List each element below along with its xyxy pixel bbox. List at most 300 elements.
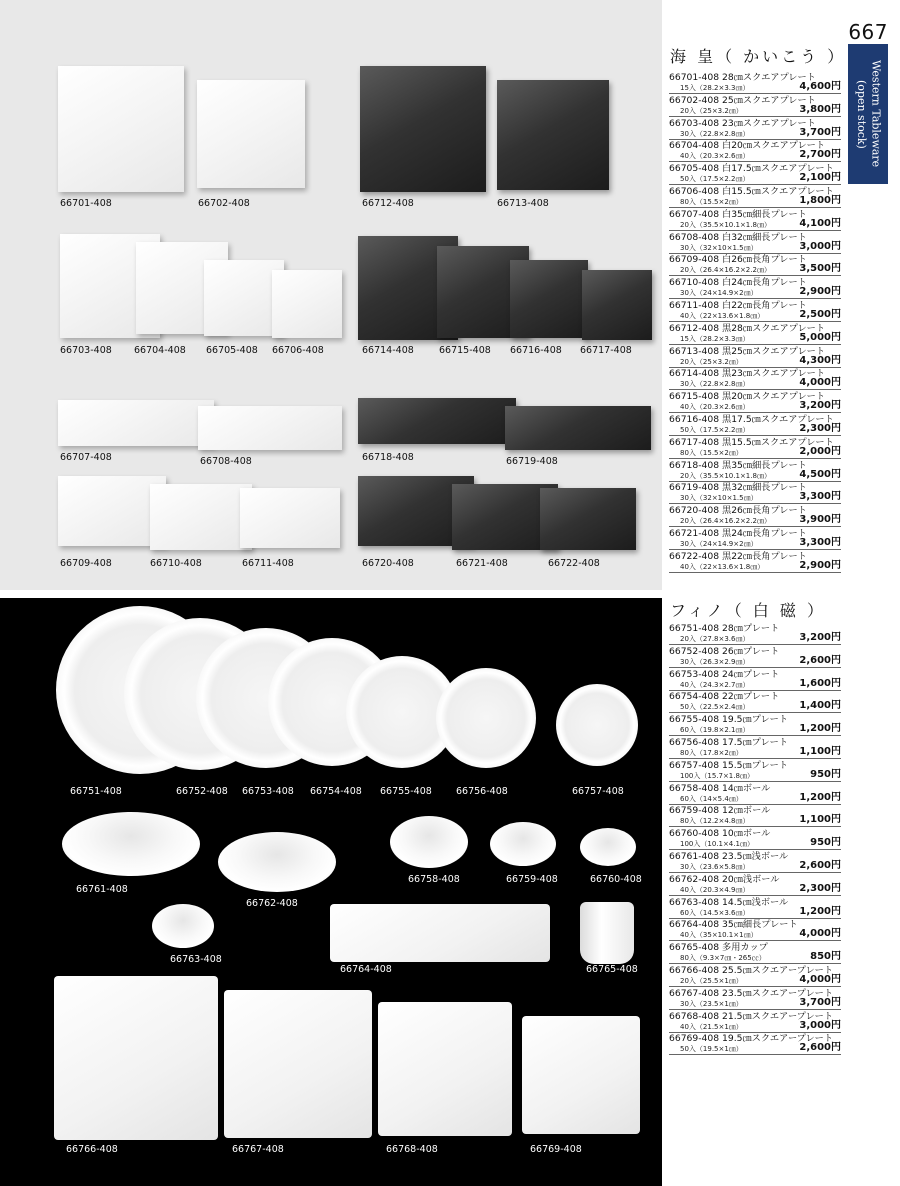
price-list-item (669, 623, 841, 645)
item-price: 1,200円 (799, 723, 841, 735)
price-list-item (669, 919, 841, 941)
item-price: 3,900円 (799, 514, 841, 526)
photo-label: 66713-408 (497, 198, 549, 209)
item-price: 4,100円 (799, 217, 841, 229)
item-name: 黒24㎝長角プレート (722, 528, 807, 539)
item-name: 23㎝スクエアプレート (722, 117, 816, 129)
item-divider (669, 572, 841, 573)
item-spec: 40入（20.3×2.6㎝） (680, 403, 750, 412)
item-code-name (669, 874, 779, 885)
product-photo-66756 (436, 668, 536, 768)
item-name: 21.5㎝スクエアープレート (722, 1010, 834, 1022)
series-title-fino: フィノ（ 白 磁 ） (670, 601, 826, 620)
product-photo-66767 (224, 990, 372, 1138)
item-spec: 20入（35.5×10.1×1.8㎝） (680, 471, 771, 480)
item-spec: 80入（15.5×2㎝） (680, 198, 743, 206)
product-photo-66761 (62, 812, 200, 876)
item-spec: 60入（14.5×3.6㎝） (680, 908, 750, 917)
item-code-name (669, 919, 798, 930)
item-spec: 20入（27.8×3.6㎝） (680, 635, 750, 643)
item-code-name (669, 714, 788, 725)
photo-label: 66751-408 (70, 786, 122, 797)
photo-label: 66715-408 (439, 345, 491, 356)
item-name: 24㎝プレート (722, 668, 780, 680)
item-price: 2,300円 (799, 882, 841, 894)
photo-label: 66766-408 (66, 1144, 118, 1155)
item-code: 66707-408 (669, 208, 720, 220)
item-name: 白15.5㎝スクエアプレート (722, 186, 834, 197)
price-list-item (669, 874, 841, 896)
product-photo-66764 (330, 904, 550, 962)
item-name: 19.5㎝スクエアープレート (722, 1033, 834, 1045)
item-price: 4,300円 (799, 354, 841, 366)
series-title-kaiko: 海 皇（ かいこう ） (670, 47, 847, 66)
item-spec: 40入（24.3×2.7㎝） (680, 680, 750, 689)
product-photo-66757 (556, 684, 638, 766)
item-code-name (669, 300, 807, 311)
item-spec: 100入（10.1×4.1㎝） (680, 840, 754, 849)
price-list-item (669, 551, 841, 573)
item-code-name (669, 737, 788, 748)
photo-label: 66705-408 (206, 345, 258, 356)
item-price: 2,900円 (799, 286, 841, 298)
photo-label: 66714-408 (362, 345, 414, 356)
item-code: 66702-408 (669, 94, 720, 106)
item-code: 66717-408 (669, 436, 720, 448)
product-photo-66763 (152, 904, 214, 948)
item-spec: 20入（35.5×10.1×1.8㎝） (680, 220, 771, 229)
item-code-name (669, 897, 788, 908)
price-list-item (669, 691, 841, 713)
item-price: 3,300円 (799, 537, 841, 548)
item-code: 66715-408 (669, 391, 720, 403)
price-list-item (669, 186, 841, 208)
item-code: 66759-408 (669, 805, 720, 817)
item-code: 66757-408 (669, 759, 720, 771)
product-photo-66708 (198, 406, 342, 450)
item-code: 66763-408 (669, 896, 720, 908)
item-code: 66769-408 (669, 1033, 720, 1045)
item-code-name (669, 783, 770, 794)
item-price: 3,200円 (799, 400, 841, 412)
item-price: 1,100円 (799, 814, 841, 826)
item-code: 66722-408 (669, 550, 720, 562)
product-photo-66762 (218, 832, 336, 892)
item-name: 白22㎝長角プレート (722, 300, 807, 311)
item-code-name (669, 482, 807, 493)
product-photo-66718 (358, 398, 516, 444)
price-list-item (669, 505, 841, 527)
item-price: 3,800円 (799, 103, 841, 115)
item-price: 3,300円 (799, 491, 841, 503)
photo-label: 66707-408 (60, 452, 112, 463)
product-photo-66706 (272, 270, 342, 338)
item-name: 23.5㎝スクエアープレート (722, 987, 834, 999)
item-name: 黒25㎝スクエアプレート (722, 345, 826, 357)
product-photo-66759 (490, 822, 556, 866)
photo-label: 66769-408 (530, 1144, 582, 1155)
item-code: 66756-408 (669, 737, 720, 748)
item-code: 66754-408 (669, 691, 720, 703)
item-price: 1,200円 (799, 791, 841, 803)
product-photo-66716 (510, 260, 588, 338)
photo-label: 66716-408 (510, 345, 562, 356)
item-price: 1,200円 (799, 905, 841, 917)
photo-label: 66757-408 (572, 786, 624, 797)
item-spec: 60入（14×5.4㎝） (680, 794, 743, 803)
photo-label: 66721-408 (456, 558, 508, 569)
photo-label: 66758-408 (408, 874, 460, 885)
item-price: 2,300円 (799, 423, 841, 434)
item-spec: 30入（32×10×1.5㎝） (680, 494, 758, 503)
category-tab-label: Western Tableware (open stock) (855, 60, 883, 168)
item-name: 黒22㎝長角プレート (722, 550, 807, 562)
item-code: 66751-408 (669, 623, 720, 634)
item-name: 26㎝プレート (722, 645, 780, 657)
item-spec: 40入（35×10.1×1㎝） (680, 931, 758, 940)
photo-label: 66709-408 (60, 558, 112, 569)
item-code: 66758-408 (669, 782, 720, 794)
item-price: 3,700円 (799, 996, 841, 1008)
item-name: 黒26㎝長角プレート (722, 505, 807, 517)
item-spec: 30入（23.5×1㎝） (680, 999, 743, 1008)
item-price: 4,600円 (799, 81, 841, 92)
item-name: 25.5㎝スクエアープレート (722, 965, 834, 976)
photo-label: 66759-408 (506, 874, 558, 885)
item-code-name (669, 209, 807, 220)
item-name: 白20㎝スクエアプレート (722, 140, 826, 152)
price-list-item (669, 323, 841, 345)
price-list-item (669, 437, 841, 459)
price-list-item (669, 118, 841, 140)
price-list-item (669, 669, 841, 691)
product-photo-66760 (580, 828, 636, 866)
photo-label: 66767-408 (232, 1144, 284, 1155)
photo-label: 66702-408 (198, 198, 250, 209)
price-list-item (669, 232, 841, 254)
item-code: 66709-408 (669, 254, 720, 266)
photo-label: 66764-408 (340, 964, 392, 975)
price-list-item (669, 1011, 841, 1033)
photo-label: 66720-408 (362, 558, 414, 569)
item-price: 3,700円 (799, 126, 841, 138)
product-photo-66768 (378, 1002, 512, 1136)
price-list-item (669, 851, 841, 873)
item-code-name (669, 646, 779, 657)
item-price: 2,600円 (799, 1042, 841, 1054)
price-list-item (669, 460, 841, 482)
item-code-name (669, 942, 768, 953)
item-code: 66713-408 (669, 345, 720, 357)
photo-label: 66719-408 (506, 456, 558, 467)
price-list-item (669, 528, 841, 550)
photo-label: 66710-408 (150, 558, 202, 569)
product-photo-66713 (497, 80, 609, 190)
item-spec: 30入（22.8×2.8㎝） (680, 380, 750, 389)
item-code: 66704-408 (669, 140, 720, 152)
item-code: 66711-408 (669, 300, 720, 311)
item-spec: 50入（19.5×1㎝） (680, 1045, 743, 1054)
item-code-name (669, 72, 816, 83)
item-price: 2,100円 (799, 172, 841, 184)
category-tab (848, 44, 888, 184)
product-photo-66710 (150, 484, 252, 550)
price-list-item (669, 209, 841, 231)
item-name: 黒15.5㎝スクエアプレート (722, 436, 834, 448)
price-list-item (669, 737, 841, 759)
photo-label: 66706-408 (272, 345, 324, 356)
photo-label: 66722-408 (548, 558, 600, 569)
item-spec: 80入（9.3×7㎝・265㏄） (680, 954, 766, 963)
item-spec: 30入（24×14.9×2㎝） (680, 289, 758, 298)
price-list-item (669, 163, 841, 185)
photo-label: 66708-408 (200, 456, 252, 467)
item-code: 66719-408 (669, 482, 720, 494)
photo-label: 66701-408 (60, 198, 112, 209)
price-list-item (669, 254, 841, 276)
page-number: 667 (848, 20, 888, 44)
item-name: 35㎝細長プレート (722, 919, 798, 931)
item-code-name (669, 691, 779, 702)
item-price: 5,000円 (799, 331, 841, 343)
item-name: 14.5㎝浅ボール (722, 896, 789, 908)
item-price: 2,600円 (799, 860, 841, 871)
item-code-name (669, 669, 779, 680)
item-code-name (669, 623, 779, 634)
item-name: 28㎝スクエアプレート (722, 72, 816, 83)
item-code-name (669, 851, 788, 862)
photo-label: 66753-408 (242, 786, 294, 797)
item-price: 3,500円 (799, 263, 841, 275)
price-list-item (669, 760, 841, 782)
photo-label: 66711-408 (242, 558, 294, 569)
item-spec: 20入（26.4×16.2×2.2㎝） (680, 266, 771, 275)
product-photo-66707 (58, 400, 214, 446)
item-price: 2,600円 (799, 654, 841, 666)
item-name: 黒28㎝スクエアプレート (722, 322, 826, 334)
price-list-item (669, 414, 841, 436)
item-code: 66721-408 (669, 528, 720, 539)
product-photo-66766 (54, 976, 218, 1140)
item-code: 66712-408 (669, 322, 720, 334)
item-name: 17.5㎝プレート (722, 737, 789, 748)
product-photo-66719 (505, 406, 651, 450)
item-spec: 50入（17.5×2.2㎝） (680, 426, 750, 434)
photo-label: 66704-408 (134, 345, 186, 356)
price-list-item (669, 300, 841, 322)
price-list-item (669, 646, 841, 668)
item-spec: 30入（26.3×2.9㎝） (680, 657, 750, 666)
price-list-item (669, 714, 841, 736)
item-spec: 80入（12.2×4.8㎝） (680, 817, 750, 826)
item-spec: 80入（15.5×2㎝） (680, 448, 743, 457)
photo-label: 66768-408 (386, 1144, 438, 1155)
item-name: 白26㎝長角プレート (722, 254, 807, 266)
item-code: 66760-408 (669, 828, 720, 840)
photo-label: 66717-408 (580, 345, 632, 356)
item-name: 黒32㎝細長プレート (722, 482, 807, 494)
item-spec: 15入（28.2×3.3㎝） (680, 84, 750, 92)
item-name: 黒23㎝スクエアプレート (722, 368, 826, 380)
product-photo-66712 (360, 66, 486, 192)
item-code-name (669, 95, 816, 106)
item-code: 66714-408 (669, 368, 720, 380)
item-code-name (669, 760, 788, 771)
product-photo-66765 (580, 902, 634, 964)
item-name: 25㎝スクエアプレート (722, 94, 816, 106)
item-price: 1,100円 (799, 746, 841, 757)
item-spec: 20入（26.4×16.2×2.2㎝） (680, 517, 771, 526)
item-name: 黒17.5㎝スクエアプレート (722, 414, 834, 425)
item-price: 4,000円 (799, 974, 841, 985)
item-code-name (669, 277, 807, 288)
product-photo-66702 (197, 80, 305, 188)
item-code: 66710-408 (669, 277, 720, 289)
price-list-item (669, 72, 841, 94)
photo-label: 66765-408 (586, 964, 638, 975)
product-photo-66722 (540, 488, 636, 550)
item-code: 66765-408 (669, 942, 720, 954)
item-code: 66761-408 (669, 851, 720, 862)
product-photo-66758 (390, 816, 468, 868)
item-name: 黒35㎝細長プレート (722, 459, 807, 471)
item-name: 黒20㎝スクエアプレート (722, 391, 826, 403)
price-list-item (669, 482, 841, 504)
item-code-name (669, 828, 770, 839)
item-name: 28㎝プレート (722, 623, 780, 634)
photo-label: 66761-408 (76, 884, 128, 895)
item-code: 66764-408 (669, 919, 720, 931)
item-code-name (669, 232, 807, 243)
item-code: 66720-408 (669, 505, 720, 517)
price-list-item (669, 988, 841, 1010)
item-code: 66767-408 (669, 987, 720, 999)
photo-label: 66755-408 (380, 786, 432, 797)
item-price: 4,000円 (799, 928, 841, 940)
price-list-item (669, 140, 841, 162)
photo-label: 66718-408 (362, 452, 414, 463)
item-name: 多用カップ (722, 942, 768, 954)
item-spec: 20入（25.5×1㎝） (680, 977, 743, 985)
item-code: 66716-408 (669, 414, 720, 425)
price-list-item (669, 391, 841, 413)
item-spec: 20入（25×3.2㎝） (680, 106, 743, 115)
item-code: 66703-408 (669, 117, 720, 129)
kaiko-photo-panel (0, 0, 662, 590)
item-code-name (669, 254, 807, 265)
item-spec: 60入（19.8×2.1㎝） (680, 726, 750, 735)
item-price: 2,500円 (799, 309, 841, 320)
item-name: 20㎝浅ボール (722, 873, 780, 885)
item-code: 66753-408 (669, 668, 720, 680)
item-price: 2,000円 (799, 445, 841, 457)
price-list-item (669, 805, 841, 827)
item-price: 950円 (810, 837, 841, 849)
item-price: 1,800円 (799, 195, 841, 206)
item-name: 22㎝プレート (722, 691, 780, 703)
item-price: 3,000円 (799, 1019, 841, 1031)
item-spec: 15入（28.2×3.3㎝） (680, 334, 750, 343)
item-name: 白17.5㎝スクエアプレート (722, 163, 834, 175)
price-list-item (669, 897, 841, 919)
price-list-item (669, 942, 841, 964)
item-spec: 30入（32×10×1.5㎝） (680, 243, 758, 252)
price-list-item (669, 965, 841, 987)
price-list-item (669, 368, 841, 390)
item-spec: 100入（15.7×1.8㎝） (680, 771, 754, 780)
item-spec: 30入（24×14.9×2㎝） (680, 540, 758, 548)
item-code: 66718-408 (669, 459, 720, 471)
item-name: 15.5㎝プレート (722, 759, 789, 771)
item-name: 12㎝ボール (722, 805, 771, 817)
item-code: 66762-408 (669, 873, 720, 885)
product-photo-66769 (522, 1016, 640, 1134)
photo-label: 66712-408 (362, 198, 414, 209)
item-name: 19.5㎝プレート (722, 714, 789, 726)
item-name: 23.5㎝浅ボール (722, 851, 789, 862)
item-code: 66766-408 (669, 965, 720, 976)
item-spec: 40入（22×13.6×1.8㎝） (680, 312, 765, 320)
price-list-item (669, 346, 841, 368)
product-photo-66717 (582, 270, 652, 340)
item-price: 850円 (810, 951, 841, 963)
photo-label: 66756-408 (456, 786, 508, 797)
item-divider (669, 1054, 841, 1055)
photo-label: 66760-408 (590, 874, 642, 885)
item-code: 66706-408 (669, 186, 720, 197)
item-price: 3,200円 (799, 632, 841, 643)
item-price: 3,000円 (799, 240, 841, 252)
item-spec: 50入（17.5×2.2㎝） (680, 175, 750, 184)
item-price: 1,600円 (799, 677, 841, 689)
price-list-item (669, 828, 841, 850)
price-list-item (669, 783, 841, 805)
item-code: 66752-408 (669, 645, 720, 657)
item-price: 4,000円 (799, 377, 841, 389)
item-code-name (669, 118, 816, 129)
item-price: 2,900円 (799, 559, 841, 571)
item-name: 白35㎝細長プレート (722, 208, 807, 220)
item-spec: 40入（20.3×4.9㎝） (680, 885, 750, 894)
item-name: 白32㎝細長プレート (722, 231, 807, 243)
item-code: 66708-408 (669, 231, 720, 243)
item-code-name (669, 505, 807, 516)
item-price: 4,500円 (799, 468, 841, 480)
item-spec: 40入（21.5×1㎝） (680, 1022, 743, 1031)
item-name: 10㎝ボール (722, 828, 771, 840)
item-code: 66705-408 (669, 163, 720, 175)
item-name: 白24㎝長角プレート (722, 277, 807, 289)
item-code: 66768-408 (669, 1010, 720, 1022)
item-price: 1,400円 (799, 700, 841, 712)
product-photo-66701 (58, 66, 184, 192)
item-code-name (669, 551, 807, 562)
fino-photo-panel (0, 598, 662, 1186)
item-spec: 30入（22.8×2.8㎝） (680, 129, 750, 138)
item-spec: 40入（22×13.6×1.8㎝） (680, 562, 765, 571)
item-price: 950円 (810, 768, 841, 780)
photo-label: 66752-408 (176, 786, 228, 797)
item-code: 66701-408 (669, 72, 720, 83)
item-price: 2,700円 (799, 149, 841, 161)
item-spec: 20入（25×3.2㎝） (680, 357, 743, 366)
photo-label: 66754-408 (310, 786, 362, 797)
item-spec: 80入（17.8×2㎝） (680, 749, 743, 757)
item-spec: 50入（22.5×2.4㎝） (680, 703, 750, 712)
item-code-name (669, 805, 770, 816)
product-photo-66711 (240, 488, 340, 548)
item-name: 14㎝ボール (722, 782, 771, 794)
